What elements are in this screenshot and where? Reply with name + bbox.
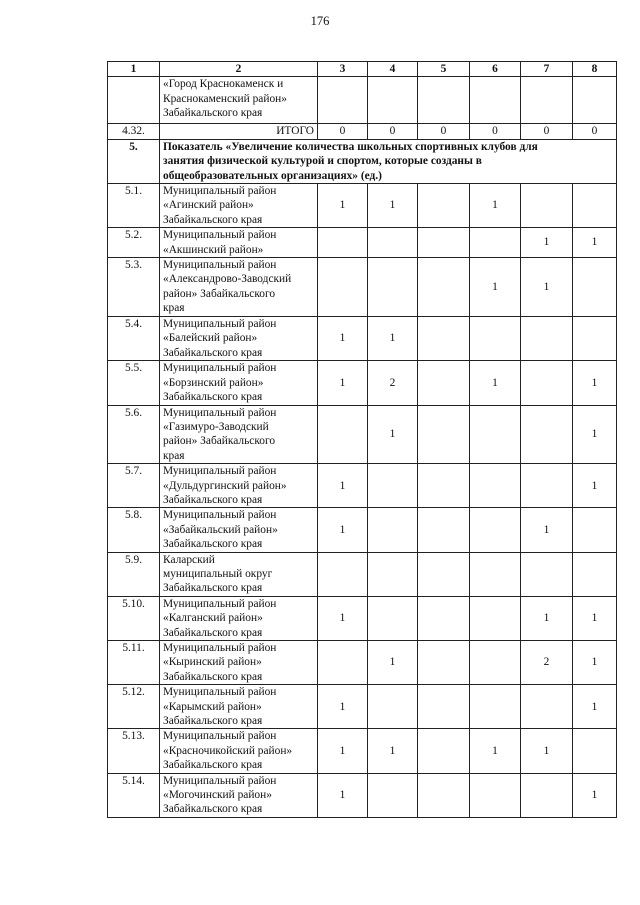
value-cell: 1 — [318, 361, 368, 405]
table-row — [108, 361, 617, 405]
value-cell: 1 — [573, 405, 617, 464]
value-cell — [521, 464, 573, 508]
value-cell: 1 — [318, 317, 368, 361]
value-cell — [368, 685, 418, 729]
value-cell — [573, 729, 617, 773]
value-cell — [573, 258, 617, 317]
row-number-cell — [108, 77, 160, 124]
value-cell — [368, 77, 418, 124]
value-cell: 1 — [318, 464, 368, 508]
value-cell: 1 — [318, 685, 368, 729]
section-title: Показатель «Увеличение количества школьных спортивных клубов для занятия физической культурой и спортом, которые созданы в общеобразовательных организациях» (ед.) — [160, 139, 617, 183]
value-cell — [573, 508, 617, 552]
column-header: 3 — [318, 62, 368, 77]
value-cell: 1 — [573, 773, 617, 817]
table-row — [108, 317, 617, 361]
value-cell — [418, 184, 470, 228]
value-cell: 1 — [521, 508, 573, 552]
row-number-cell: 5.9. — [108, 552, 160, 596]
value-cell — [418, 258, 470, 317]
row-number-cell: 5.12. — [108, 685, 160, 729]
value-cell — [418, 773, 470, 817]
value-cell — [318, 77, 368, 124]
column-header: 4 — [368, 62, 418, 77]
column-header: 1 — [108, 62, 160, 77]
row-number-cell: 5.4. — [108, 317, 160, 361]
row-number-cell: 4.32. — [108, 124, 160, 139]
value-cell — [368, 773, 418, 817]
table-row — [108, 184, 617, 228]
value-cell — [418, 641, 470, 685]
value-cell — [470, 552, 521, 596]
row-name-cell: Муниципальный район «Дульдургинский район» Забайкальского края — [160, 464, 318, 508]
table-row — [108, 729, 617, 773]
value-cell — [470, 685, 521, 729]
row-name-cell: Муниципальный район «Могочинский район» Забайкальского края — [160, 773, 318, 817]
value-cell — [573, 317, 617, 361]
value-cell — [470, 773, 521, 817]
value-cell — [521, 77, 573, 124]
row-name-cell: Муниципальный район «Борзинский район» Забайкальского края — [160, 361, 318, 405]
row-name-cell: Муниципальный район «Александрово-Заводский район» Забайкальского края — [160, 258, 318, 317]
value-cell: 1 — [573, 685, 617, 729]
table-header-row — [108, 62, 617, 77]
row-number-cell: 5.1. — [108, 184, 160, 228]
row-number-cell: 5.3. — [108, 258, 160, 317]
itogo-row — [108, 124, 617, 139]
value-cell — [573, 552, 617, 596]
value-cell — [521, 685, 573, 729]
value-cell — [318, 641, 368, 685]
value-cell: 1 — [470, 184, 521, 228]
value-cell — [470, 464, 521, 508]
column-header: 5 — [418, 62, 470, 77]
value-cell — [318, 552, 368, 596]
table-row — [108, 258, 617, 317]
value-cell: 0 — [318, 124, 368, 139]
table-row — [108, 405, 617, 464]
row-number-cell: 5.6. — [108, 405, 160, 464]
value-cell: 1 — [573, 596, 617, 640]
value-cell — [418, 361, 470, 405]
value-cell — [470, 77, 521, 124]
value-cell: 2 — [368, 361, 418, 405]
value-cell — [521, 773, 573, 817]
value-cell — [368, 258, 418, 317]
table-row — [108, 596, 617, 640]
row-name-cell: Муниципальный район «Карымский район» Забайкальского края — [160, 685, 318, 729]
value-cell: 1 — [318, 773, 368, 817]
row-number-cell: 5.14. — [108, 773, 160, 817]
row-number-cell: 5.11. — [108, 641, 160, 685]
table-row — [108, 228, 617, 258]
value-cell: 1 — [368, 184, 418, 228]
value-cell: 1 — [470, 258, 521, 317]
value-cell — [368, 596, 418, 640]
column-header: 2 — [160, 62, 318, 77]
value-cell — [521, 317, 573, 361]
row-name-cell: Муниципальный район «Агинский район» Забайкальского края — [160, 184, 318, 228]
table-body — [108, 62, 617, 818]
value-cell — [521, 361, 573, 405]
itogo-label: ИТОГО — [160, 124, 318, 139]
data-table — [107, 61, 617, 818]
value-cell — [368, 552, 418, 596]
row-number-cell: 5.10. — [108, 596, 160, 640]
value-cell — [418, 552, 470, 596]
value-cell — [418, 228, 470, 258]
value-cell: 1 — [573, 464, 617, 508]
value-cell — [418, 317, 470, 361]
row-number-cell: 5.5. — [108, 361, 160, 405]
row-name-cell: «Город Краснокаменск и Краснокаменский район» Забайкальского края — [160, 77, 318, 124]
value-cell — [418, 685, 470, 729]
table-row — [108, 464, 617, 508]
value-cell — [470, 508, 521, 552]
value-cell: 1 — [573, 641, 617, 685]
value-cell: 1 — [318, 596, 368, 640]
value-cell — [470, 596, 521, 640]
row-number-cell: 5.2. — [108, 228, 160, 258]
table-row — [108, 773, 617, 817]
section-number: 5. — [108, 139, 160, 183]
column-header: 6 — [470, 62, 521, 77]
value-cell — [368, 508, 418, 552]
value-cell — [470, 405, 521, 464]
value-cell — [521, 405, 573, 464]
row-name-cell: Каларский муниципальный округ Забайкальского края — [160, 552, 318, 596]
value-cell — [470, 641, 521, 685]
value-cell — [418, 405, 470, 464]
value-cell — [418, 596, 470, 640]
row-number-cell: 5.8. — [108, 508, 160, 552]
row-name-cell: Муниципальный район «Калганский район» Забайкальского края — [160, 596, 318, 640]
value-cell: 1 — [573, 228, 617, 258]
value-cell: 1 — [368, 405, 418, 464]
value-cell — [418, 729, 470, 773]
value-cell: 1 — [521, 228, 573, 258]
value-cell — [418, 508, 470, 552]
continuation-row — [108, 77, 617, 124]
column-header: 7 — [521, 62, 573, 77]
value-cell: 1 — [368, 317, 418, 361]
value-cell — [573, 77, 617, 124]
value-cell: 1 — [368, 729, 418, 773]
value-cell: 1 — [521, 258, 573, 317]
row-number-cell: 5.7. — [108, 464, 160, 508]
table-row — [108, 685, 617, 729]
value-cell: 1 — [521, 729, 573, 773]
value-cell — [521, 552, 573, 596]
row-name-cell: Муниципальный район «Балейский район» Забайкальского края — [160, 317, 318, 361]
value-cell — [573, 184, 617, 228]
row-name-cell: Муниципальный район «Акшинский район» — [160, 228, 318, 258]
column-header: 8 — [573, 62, 617, 77]
value-cell — [521, 184, 573, 228]
value-cell: 1 — [573, 361, 617, 405]
table-row — [108, 641, 617, 685]
value-cell: 0 — [521, 124, 573, 139]
value-cell: 0 — [418, 124, 470, 139]
row-name-cell: Муниципальный район «Забайкальский район» Забайкальского края — [160, 508, 318, 552]
value-cell — [470, 228, 521, 258]
value-cell: 0 — [368, 124, 418, 139]
value-cell — [318, 228, 368, 258]
row-name-cell: Муниципальный район «Газимуро-Заводский район» Забайкальского края — [160, 405, 318, 464]
value-cell: 1 — [470, 361, 521, 405]
page-number: 176 — [310, 14, 330, 28]
value-cell — [418, 77, 470, 124]
value-cell: 1 — [318, 508, 368, 552]
value-cell: 0 — [470, 124, 521, 139]
value-cell: 1 — [368, 641, 418, 685]
value-cell — [418, 464, 470, 508]
row-name-cell: Муниципальный район «Красночикойский район» Забайкальского края — [160, 729, 318, 773]
value-cell — [368, 464, 418, 508]
value-cell: 2 — [521, 641, 573, 685]
section-header-row — [108, 139, 617, 183]
value-cell — [470, 317, 521, 361]
value-cell — [318, 405, 368, 464]
value-cell: 1 — [470, 729, 521, 773]
table-row — [108, 552, 617, 596]
value-cell: 1 — [318, 184, 368, 228]
value-cell — [318, 258, 368, 317]
value-cell — [368, 228, 418, 258]
row-name-cell: Муниципальный район «Кыринский район» Забайкальского края — [160, 641, 318, 685]
value-cell: 1 — [521, 596, 573, 640]
row-number-cell: 5.13. — [108, 729, 160, 773]
value-cell: 0 — [573, 124, 617, 139]
table-row — [108, 508, 617, 552]
value-cell: 1 — [318, 729, 368, 773]
